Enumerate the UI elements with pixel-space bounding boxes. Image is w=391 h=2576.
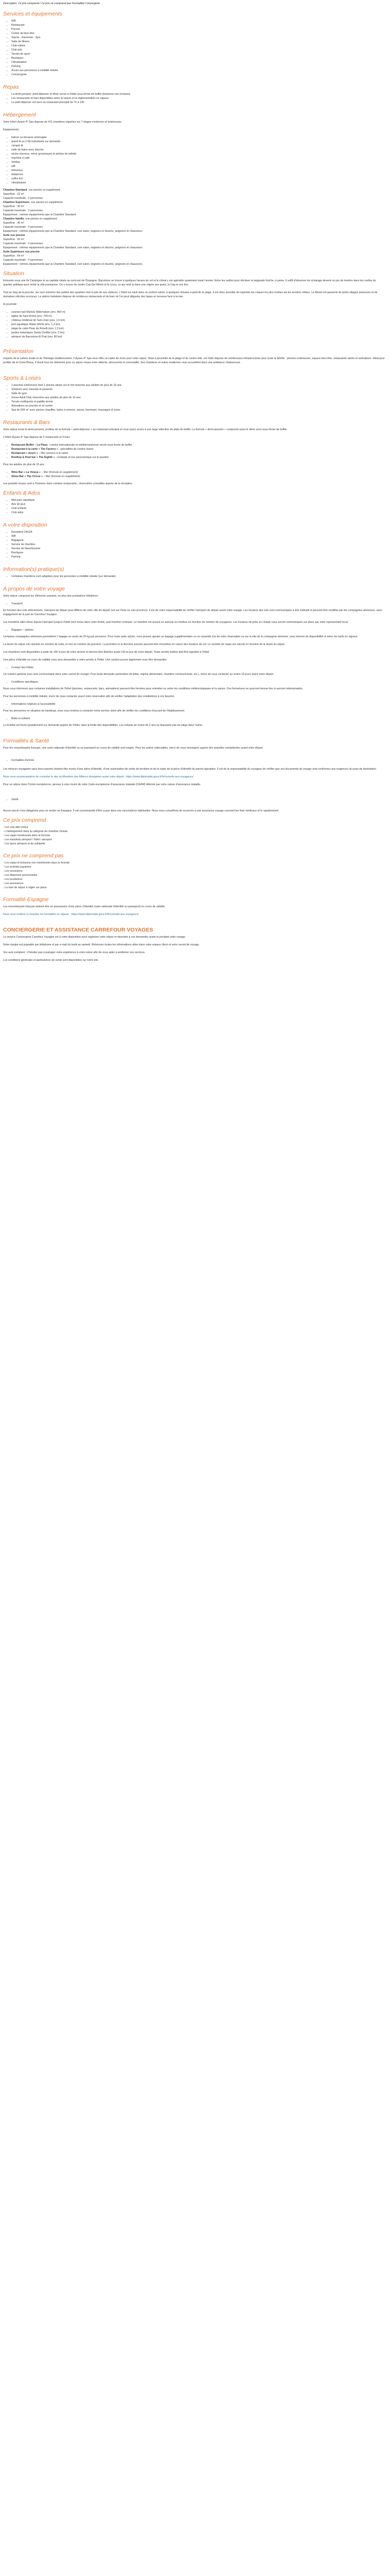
restaurant-item-detail: – Mer (service à la carte) [38, 452, 69, 455]
dispo-item: • Wifi [11, 534, 391, 538]
room-detail: Capacité maximale : 4 personnes [3, 242, 43, 245]
equipement-item: • climatisation [11, 181, 391, 185]
restaurant-item [11, 447, 391, 451]
sport-item: • Spa de 600 m² avec piscine chauffée, bains à remous, sauna, hammam, massages et soins [11, 408, 391, 412]
proximite-item: • aéroport de Barcelone-El Prat (env. 80 km) [11, 335, 391, 339]
room-detail: , vue piscine en supplément [24, 217, 57, 221]
page [0, 2, 391, 962]
service-item: • Salle de fitness [11, 40, 391, 44]
dispo-list [3, 530, 391, 559]
enfant-item: • Aire de jeux [11, 502, 391, 506]
room-line [3, 242, 391, 246]
service-item: • Climatisation [11, 60, 391, 64]
room-line [3, 262, 391, 266]
room-name: Suite vue piscine [3, 234, 25, 237]
service-item: • Club enfant [11, 44, 391, 48]
dispo-item: • Bagagerie [11, 538, 391, 543]
comprend-item: - Les repas mentionnés dans la formule [3, 834, 51, 837]
room-detail: Capacité maximale : 4 personnes [3, 226, 43, 229]
room-detail: Superficie : 30 m² [3, 205, 24, 208]
restaurant-item-name: Rooftop & Pool bar « The Eighth » [11, 456, 55, 459]
bebe-label: • Bébé et enfants [11, 717, 391, 721]
espagne-p1: Les ressortissants français doivent être en possession d'une pièce d'identité (carte nationale d'identité ou passeport) en cours de validité. [3, 905, 166, 908]
espagne-p2[interactable]: Nous vous invitons à consulter les formalités en vigueur : https://www.diplomatie.gouv.fr/fr/conseils-aux-voyageurs/ [3, 913, 139, 916]
proximite-item: • château médiéval de Sant Joan (env. 1,5 km) [11, 318, 391, 323]
proximite-label: À proximité : [3, 303, 18, 306]
room-detail: Superficie : 22 m² [3, 193, 24, 196]
sports-list [3, 383, 391, 412]
propos-p5: Les chambres sont disponibles à partir de 15h le jour de votre arrivée et doivent être libérées avant 12h le jour de votre départ. Toute arrivée tardive doit être signalée à l'hôtel. [3, 651, 210, 654]
concierge-title: CONCIERGERIE ET ASSISTANCE CARREFOUR VOYAGES [3, 927, 153, 933]
proximite-list [3, 310, 391, 339]
restaurants-list [3, 443, 391, 460]
sport-item: • 2 piscines extérieures dont 1 piscine située sur le toit réservée aux adultes de plus de 16 ans [11, 383, 391, 387]
propos-p9: Pour les personnes à mobilité réduite, merci de nous contacter avant votre réservation afin de vérifier l'adaptation des installations à vos besoins. [3, 695, 175, 698]
hebergement-title: Hébergement [3, 112, 36, 118]
restaurant-item-detail: : cuisine internationale et méditerranéenne servie sous forme de buffet [47, 444, 132, 447]
room-line [3, 213, 391, 217]
rooms-list [3, 188, 391, 266]
necomprend-item: - Les pourboires [3, 878, 23, 881]
propos-intro: Votre séjour comprend les éléments suivants, en plus des prestations hôtelières : [3, 595, 100, 598]
enfant-item: • Club ados [11, 511, 391, 515]
equipement-item: • sèche-cheveux, miroir grossissant et articles de toilette [11, 152, 391, 156]
repas-item: • Le petit-déjeuner est servi au restaurant principal de 7h à 10h [11, 100, 391, 105]
service-item: • Boutiques [11, 56, 391, 60]
accessibilite-label: • Informations relatives à l'accessibilité [11, 702, 391, 706]
equipements-list [3, 135, 391, 185]
restaurant-item [11, 455, 391, 460]
concierge-p4: Les conditions générales et particulières de vente sont disponibles sur notre site. [3, 959, 99, 962]
formalites-entree-label: • Formalités d'entrée [11, 758, 391, 762]
necomprend-item: - Les excursions [3, 870, 23, 873]
conditions-label: • Conditions spécifiques [11, 680, 391, 684]
comprend-item: - Les vols aller-retour [3, 826, 28, 829]
equipement-item: • wifi [11, 164, 391, 168]
proximite-item: • plage de cabo Pinar de Roselli (env. 1,5 km) [11, 327, 391, 331]
propos-p4: La durée du séjour est calculée en nombre de nuits, et non en nombre de journées. La première et la dernière journée peuvent être écourtées en raison des horaires de vol. Le nombre de repas est calculé en fonction de la durée du séjour. [3, 643, 286, 646]
proximite-item: • port aquatique Water World (env. 1,3 km) [11, 323, 391, 327]
service-item: • Conciergerie [11, 73, 391, 77]
repas-item: • Les restaurants et bars disponibles selon la saison et la réglementation en vigueur [11, 96, 391, 100]
services-list [3, 19, 391, 77]
room-line [3, 225, 391, 229]
comprend-item: - Les taxes aéroport et de solidarité [3, 842, 45, 845]
service-item: • Restaurant [11, 23, 391, 27]
room-name: Chambre famille [3, 217, 24, 221]
sport-item: • Animations en journée et en soirée [11, 404, 391, 408]
propos-p2: Les transferts aller-retour depuis l'aéroport jusqu'à l'hôtel sont inclus dans votre forfait, sauf mention contraire. Le transfert est assuré en autocar ou minibus en fonction du nombre de voyageurs. Les horaires de prise en charge vous seront communiqués sur place par votre représentant local. [3, 621, 349, 624]
equipement-item: • grand lit ou 2 lits individuels sur demande [11, 140, 391, 144]
room-line [3, 217, 391, 221]
room-line [3, 196, 391, 200]
comprend-title: Ce prix comprend [3, 817, 46, 823]
formalites-p1: Pour les ressortissants français, une carte nationale d'identité ou un passeport en cours de validité sont exigés. Pour les autres nationalités, merci de vous renseigner auprès des autorités compétentes avant votre départ. [3, 747, 264, 750]
room-detail: Capacité maximale : 2 personnes [3, 197, 43, 200]
formalites-title: Formalités & Santé [3, 738, 50, 744]
equipement-item: • minibar [11, 160, 391, 164]
equipement-item: • téléphone [11, 173, 391, 177]
restaurant-item-detail: : spécialités de cuisine fusion [58, 448, 94, 451]
room-line [3, 254, 391, 258]
comprend-item: - Les transferts aéroport / hôtel / aéroport [3, 838, 52, 841]
room-line [3, 209, 391, 213]
room-line [3, 200, 391, 205]
bars-list [3, 470, 391, 479]
room-line [3, 238, 391, 242]
equipement-item: • coffre-fort [11, 177, 391, 181]
equipement-item: • téléviseur [11, 168, 391, 173]
restaurants-title: Restaurants & Bars [3, 419, 51, 426]
comprend-item: - L'hébergement dans la catégorie de chambre choisie [3, 830, 68, 833]
room-line [3, 192, 391, 196]
formalites-p4: Pour un séjour dans l'Union européenne, pensez à vous munir de votre Carte européenne d'assurance maladie (CEAM) délivrée par votre caisse d'assurance maladie. [3, 783, 201, 786]
concierge-p1: Le service Conciergerie Carrefour Voyages est à votre disposition pour organiser votre séjour et répondre à vos demandes avant et pendant votre voyage. [3, 936, 186, 939]
propos-p6: Une pièce d'identité en cours de validité vous sera demandée à votre arrivée à l'hôtel. Une caution pourra également vous être demandée. [3, 658, 168, 662]
necomprend-title: Ce prix ne comprend pas [3, 853, 64, 859]
sport-item: • Salle de gym [11, 392, 391, 396]
concierge-p3: Vos avis comptent : n'hésitez pas à partager votre expérience à votre retour afin de nous aider à améliorer nos services. [3, 951, 145, 954]
room-name: Chambre Supérieure [3, 201, 30, 204]
service-item: • Centre de bien-être [11, 31, 391, 36]
bar-item [11, 474, 391, 479]
formalites-p5: Aucun vaccin n'est obligatoire pour se rendre en Espagne. Il est recommandé d'être à jour dans ses vaccinations habituelles. Nous vous conseillons de souscrire à une assurance voyage couvrant les frais médicaux et le rapatriement. [3, 809, 280, 812]
room-line [3, 188, 391, 192]
necomprend-item: - Les repas et boissons non mentionnés dans la formule [3, 861, 70, 865]
restaurant-item-name: Restaurant « Azure » [11, 452, 38, 455]
repas-title: Repas [3, 84, 19, 90]
situation-para2: Tout au long de la journée, les rues animées des petites des quartiers font la joie de ses visiteurs. L'hôtel est situé dans un endroit calme, à quelques minutes à pied de la plage. Il est donc possible de rejoindre les criques les plus isolées via les sentiers côtiers. Le littoral est parsemé de petits villages préservés et de domaines viticoles reconnus. La station balnéaire dispose de nombreux restaurants et de bars où l'on peut déguster des tapas en terrasse face à la mer. [3, 291, 378, 298]
info-list [3, 574, 391, 579]
room-detail: Capacité maximale : 3 personnes [3, 209, 43, 212]
repas-list [3, 92, 391, 105]
propos-p7: Un numéro général vous sera communiqué dans votre carnet de voyage. Pour toute demande particulière (lit bébé, régime alimentaire, chambre communicante, etc.), merci de nous contacter au moins 15 jours avant votre départ. [3, 673, 274, 676]
enfants-list [3, 498, 391, 515]
necomprend-item: - Les dépenses personnelles [3, 874, 38, 877]
presentation-title: Présentation [3, 348, 34, 354]
contact-label: • Contact des hôtels [11, 666, 391, 670]
restaurants-intro: Votre séjour inclut la demi-pension, profitez de la formule « petit-déjeuner » au restaurant principal et vous aurez accès à une large sélection de plats du buffet. La formule « demi-pension » comprend aussi le dîner servi sous forme de buffet. [3, 428, 288, 431]
room-detail: Équipement : mêmes équipements que la Chambre Standard [3, 213, 76, 216]
proximite-item: • jardins botaniques Santa Clotilde (env. 2 km) [11, 331, 391, 335]
proximite-item: • courses taxi Mariola Hibernatum (env. 400 m) [11, 310, 391, 314]
espagne-title: Formalité Espagne [3, 896, 49, 903]
service-item: • Accès aux personnes à mobilité réduite [11, 69, 391, 73]
room-line [3, 250, 391, 254]
service-item: • Piscine [11, 27, 391, 31]
necomprend-item: - La taxe de séjour à régler sur place [3, 886, 47, 889]
room-line [3, 246, 391, 250]
bar-item-name: Show Bar « The Circus » [11, 475, 43, 478]
equipement-item: • salle de bains avec douche [11, 148, 391, 152]
room-line [3, 205, 391, 209]
dispo-item: • Service de blanchisserie [11, 547, 391, 551]
services-title: Services et équipements [3, 11, 62, 17]
bar-item-detail: – Mer (formule en supplément) [42, 475, 80, 478]
dispo-item: • Réception 24h/24 [11, 530, 391, 534]
enfant-item: • Mini-parc aquatique [11, 498, 391, 502]
room-detail: Équipement : mêmes équipements que la Chambre Standard, coin salon, teignoirs et douche, peignoirs et chaussons [3, 263, 142, 266]
propos-p8: Nous vous informons que certaines installations de l'hôtel (piscines, restaurants, bars, animations) peuvent être fermées pour entretien ou selon les conditions météorologiques et la saison. Ces fermetures ne pourront donner lieu à aucune indemnisation. [3, 687, 303, 690]
bar-item [11, 470, 391, 474]
necomprend-list [3, 861, 391, 890]
necomprend-item: - Les assurances [3, 882, 24, 885]
room-detail: Superficie : 40 m² [3, 222, 24, 225]
dispo-title: A votre disposition [3, 522, 47, 528]
sante-label: • Santé [11, 798, 391, 802]
bar-item-detail: – Mer (formule en supplément) [40, 471, 78, 474]
dispo-item: • Boutiques [11, 551, 391, 555]
room-line [3, 229, 391, 233]
page-description: Description: Ce prix comprend / Ce prix ne comprend pas Formalités Concergerie [3, 2, 100, 5]
presentation-para: Inspirée de la culture locale et de l'héritage méditerranéen, l'Ulysee 4* Spa vous offre un cadre de choix pour votre séjour. Situé à proximité de la plage et du centre-ville, cet hôtel dispose de nombreuses infrastructures pour toute la famille : piscines extérieures, espace bien-être, restaurants variés et animations. Idéal pour profiter de la Costa Brava, il réunit tous les éléments pour un séjour réussi entre détente, découverte et convivialité. Ses chambres et suites modernes vous accueillent dans une ambiance chaleureuse. [3, 357, 385, 364]
dispo-item: • Service de chambre [11, 543, 391, 547]
restaurants-intro2: L'hôtel Ulysee 4* Spa dispose de 3 restaurants et 4 bars : [3, 436, 72, 439]
info-item: • Certaines chambres sont adaptées pour les personnes à mobilité réduite (sur demande). [11, 574, 391, 579]
info-title: Information(s) pratique(s) [3, 566, 64, 572]
room-detail: , vue piscine ou supplément [27, 189, 60, 192]
service-item: • Terrain de sport [11, 52, 391, 56]
restaurant-item-name: Restaurant à la carte « The Factory » [11, 448, 58, 451]
sport-item: • Solarium avec transats et parasols [11, 387, 391, 392]
room-name: Chambre Standard [3, 189, 27, 192]
equipement-item: • balcon ou terrasse aménagée [11, 135, 391, 140]
bar-item-name: Wine Bar « La Vineya » [11, 471, 41, 474]
restaurant-item-name: Restaurant Buffet – La Plaza [11, 444, 48, 447]
service-item: • Parking [11, 64, 391, 69]
propos-p11: Le lit bébé est fourni gratuitement sur demande auprès de l'hôtel, dans la limite des disponibilités. Les enfants de moins de 2 ans ne disposent pas de siège dans l'avion. [3, 724, 203, 727]
service-item: • Club ado [11, 48, 391, 52]
enfants-title: Enfants & Ados [3, 490, 40, 496]
bagages-label: • Bagages – options [11, 628, 391, 632]
hebergement-intro: Votre hôtel Ulysee 4* Spa dispose de 411 chambres réparties sur 7 étages modernes et lumineuses. [3, 121, 122, 124]
restaurants-note: Les produits locaux sont à l'honneur dans certains restaurants ; réservation conseillée auprès de la réception. [3, 482, 133, 485]
restaurant-item [11, 451, 391, 455]
service-item: • Wifi [11, 19, 391, 23]
formalites-p3[interactable]: Nous vous recommandons de consulter le site du Ministère des Affaires étrangères avant votre départ : https://www.diplomatie.gouv.fr/fr/conseils-aux-voyageurs/ [3, 775, 193, 778]
restaurant-item [11, 443, 391, 447]
proximite-item: • église de Sant Romà (env. 700 m) [11, 314, 391, 318]
transport-label: • Transport [11, 602, 391, 606]
enfant-item: • Club enfants [11, 506, 391, 511]
situation-para1: Entourée sous une île Catalogne et sa capitale située au nord-est de l'Espagne. Barcelone se trouve à quelques heures de vol et le climat y est agréable quasiment toute l'année. Entre les ruelles pour déclarer la baignade fraîche, à peine. Il suffit d'observer les éclairage devenir un jeu de lumière dans les ruelles du quartier gothique pour sentir la ville parisienne. On y trouve du centre Cap Del Mirelo et le Liceu, ce qui rend la dans une région aux quais, la Cap et ses îles. [3, 279, 376, 286]
propos-p10: Pour les personnes en situation de handicap, nous vous invitons à contacter notre service client afin de vérifier les conditions d'accueil de l'établissement. [3, 709, 185, 713]
restaurants-extra: Pour les adultes de plus de 16 ans : [3, 463, 46, 466]
equipements-label: Équipements : [3, 128, 21, 131]
room-line [3, 221, 391, 225]
sport-item: • Zones Adult Only réservées aux adultes de plus de 16 ans [11, 396, 391, 400]
propos-title: À propos de votre voyage [3, 586, 65, 592]
service-item: • Sauna - Hammam - Spa [11, 36, 391, 40]
restaurant-item-detail: : cocktails et vue panoramique sur le quartier [55, 456, 109, 459]
necomprend-item: - Les activités payantes [3, 866, 31, 869]
comprend-list [3, 825, 391, 846]
equipement-item: • machine à café [11, 156, 391, 160]
repas-item: • La demi-pension: petit-déjeuner et dîner servis à l'hôtel sous forme de buffet (boissons non incluses) [11, 92, 391, 96]
propos-p1: En fonction des vols sélectionnés, l'aéroport de départ peut différer de votre ville de départ (vol sur Paris ou vols province). Il est de votre responsabilité de vérifier l'aéroport de départ avant votre voyage. Les horaires des vols sont communiqués à titre indicatif et peuvent être modifiés par les compagnies aériennes, sans engagement de la part de Carrefour Voyages. [3, 609, 382, 616]
room-detail: Équipement : mêmes équipements que la Chambre Standard, coin salon, teignoirs et douche, peignoirs et chaussons [3, 246, 142, 249]
sports-title: Sports & Loisirs [3, 375, 41, 381]
situation-title: Situation [3, 270, 24, 277]
room-detail: Équipement : mêmes équipements que la Chambre Standard, coin salon, teignoirs et douche, peignoirs et chaussons [3, 230, 142, 233]
formalites-p2: Les mineurs voyageant sans leurs parents doivent être munis d'une pièce d'identité, d'une autorisation de sortie de territoire et de la copie de la pièce d'identité du parent signataire. Il est de la responsabilité du voyageur de vérifier que ses documents de voyage sont conformes aux exigences du pays de destination. [3, 768, 377, 771]
room-line [3, 258, 391, 262]
room-detail: , vue piscine en supplément [29, 201, 63, 204]
room-name: Suite Supérieure vue piscine [3, 250, 40, 253]
concierge-p2: Notre équipe est joignable par téléphone et par e-mail du lundi au samedi. Retrouvez toutes les informations utiles dans votre espace client et votre carnet de voyage. [3, 943, 200, 946]
sport-item: • Terrain multisports et paddle tennis [11, 400, 391, 404]
propos-p3: Certaines compagnies aériennes permettent 1 bagage en soute de 20 kg par personne. Pour toute autre option, vous pouvez ajouter un bagage supplémentaire ou un surpoids lors de votre réservation ou sur le site de la compagnie aérienne, sous réserve de disponibilité et selon les tarifs en vigueur. [3, 635, 358, 638]
room-detail: Superficie : 50 m² [3, 238, 24, 241]
room-detail: Capacité maximale : 4 personnes [3, 259, 43, 262]
room-detail: Superficie : 64 m² [3, 255, 24, 258]
dispo-item: • Parking [11, 555, 391, 559]
equipement-item: • canapé-lit [11, 144, 391, 148]
room-line [3, 233, 391, 238]
